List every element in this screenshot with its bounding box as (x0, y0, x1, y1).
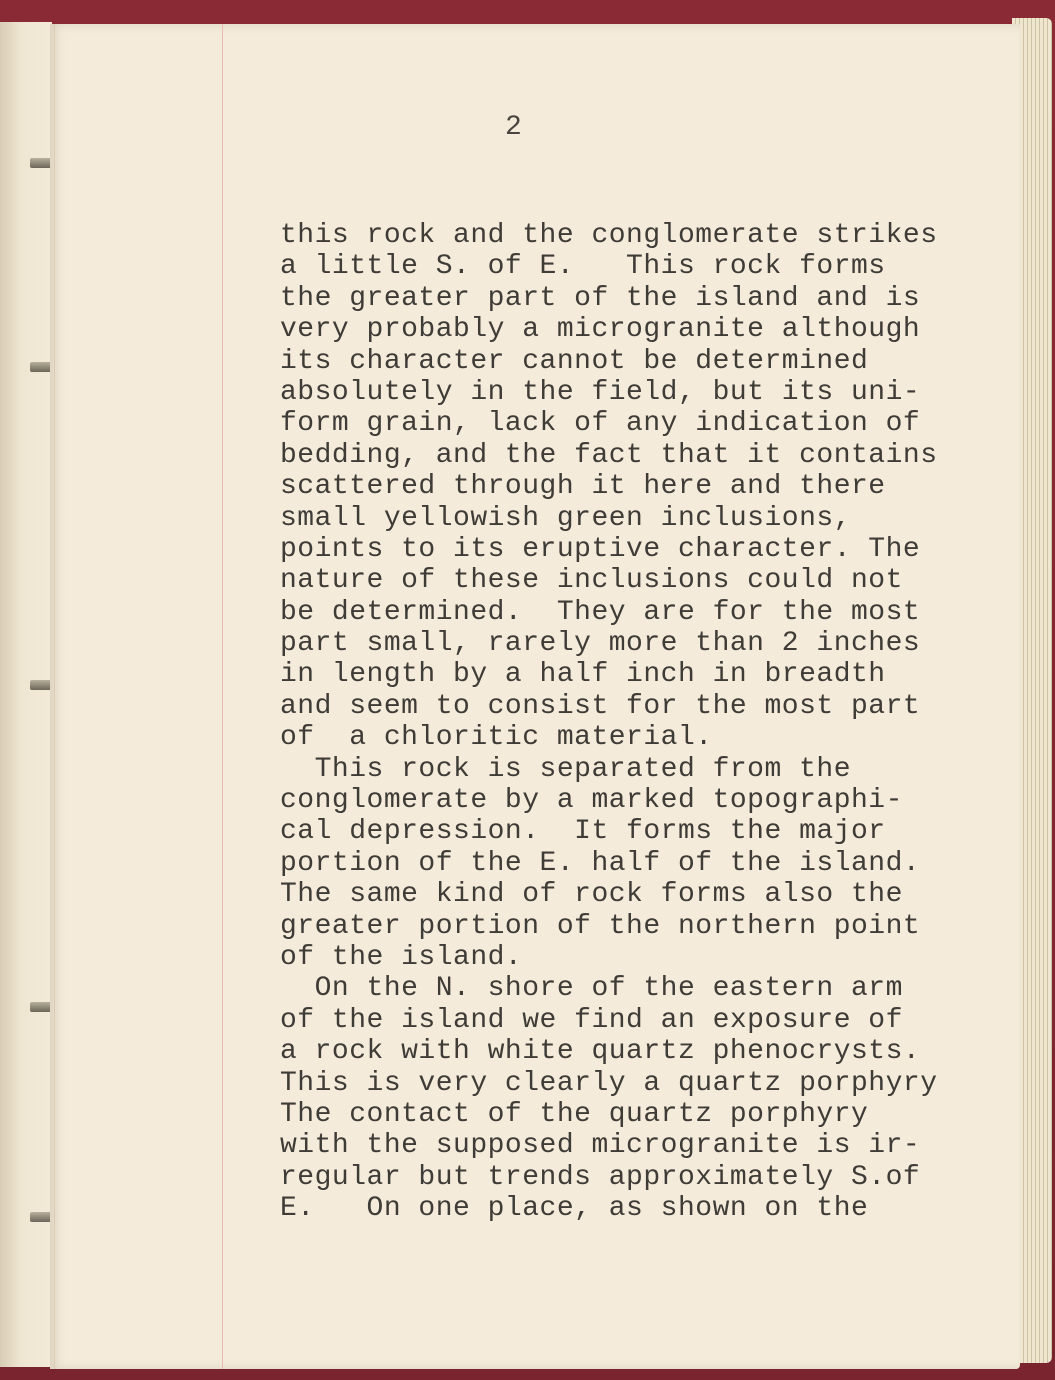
typed-text (280, 220, 1040, 1225)
binding-strip (0, 22, 52, 1367)
text-line: E. On one place, as shown on the (280, 1193, 869, 1225)
text-line: conglomerate by a marked topographi- (280, 785, 903, 817)
text-line: of a chloritic material. (280, 722, 713, 754)
text-line: small yellowish green inclusions, (280, 502, 851, 534)
notebook-page (50, 24, 1020, 1369)
text-line: This rock is separated from the (280, 753, 851, 785)
text-line: regular but trends approximately S.of (280, 1161, 921, 1193)
text-line: cal depression. It forms the major (280, 816, 886, 848)
text-line: The contact of the quartz porphyry (280, 1098, 869, 1130)
text-line: nature of these inclusions could not (280, 565, 903, 597)
text-line: bedding, and the fact that it contains (280, 439, 938, 471)
page-number: 2 (505, 112, 522, 143)
margin-rule (222, 24, 223, 1369)
text-line: be determined. They are for the most (280, 596, 921, 628)
text-line: in length by a half inch in breadth (280, 659, 886, 691)
text-line: part small, rarely more than 2 inches (280, 628, 921, 660)
text-line: a little S. of E. This rock forms (280, 251, 886, 283)
text-line: greater portion of the northern point (280, 910, 921, 942)
text-line: of the island. (280, 941, 523, 973)
text-line: form grain, lack of any indication of (280, 408, 921, 440)
text-line: the greater part of the island and is (280, 282, 921, 314)
text-line: this rock and the conglomerate strikes (280, 220, 938, 251)
text-line: absolutely in the field, but its uni- (280, 376, 921, 408)
text-line: a rock with white quartz phenocrysts. (280, 1036, 921, 1068)
text-line: of the island we find an exposure of (280, 1004, 903, 1036)
text-line: with the supposed microgranite is ir- (280, 1130, 921, 1162)
text-line: very probably a microgranite although (280, 314, 921, 346)
text-line: The same kind of rock forms also the (280, 879, 903, 911)
text-line: and seem to consist for the most part (280, 690, 921, 722)
text-line: portion of the E. half of the island. (280, 847, 921, 879)
text-line: On the N. shore of the eastern arm (280, 973, 903, 1005)
page-fold (54, 24, 55, 1369)
text-line: its character cannot be determined (280, 345, 869, 377)
text-line: scattered through it here and there (280, 471, 886, 503)
text-line: This is very clearly a quartz porphyry (280, 1067, 938, 1099)
text-line: points to its eruptive character. The (280, 533, 921, 565)
